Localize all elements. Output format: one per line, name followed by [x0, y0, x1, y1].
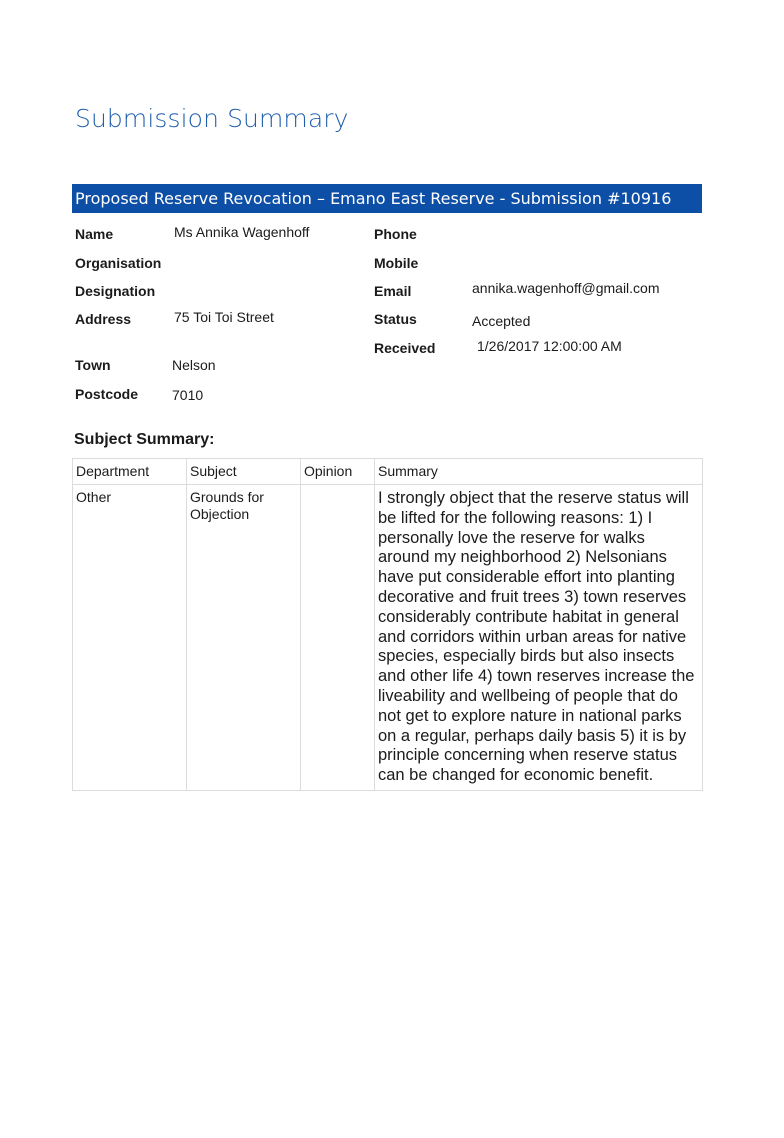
mobile-label: Mobile — [374, 255, 419, 271]
column-header-summary: Summary — [375, 459, 703, 485]
postcode-label: Postcode — [75, 386, 139, 402]
address-value: 75 Toi Toi Street — [174, 309, 274, 325]
table-row — [73, 485, 703, 791]
postcode-value: 7010 — [172, 387, 204, 403]
cell-summary: I strongly object that the reserve status will be lifted for the following reasons: 1) I personally love the reserve for walks around my neighborhood 2) Nelsonians have put considerable effort into planting decorative and fruit trees 3) town reserves considerably contribute habitat in general and corridors within urban areas for native species, especially birds but also insects and other life 4) town reserves increase the liveability and wellbeing of people that do not get to explore nature in national parks on a regular, perhaps daily basis 5) it is by principle concerning when reserve status can be changed for economic benefit. — [375, 485, 703, 791]
received-value: 1/26/2017 12:00:00 AM — [477, 338, 622, 354]
subject-summary-table — [72, 458, 703, 791]
cell-opinion — [301, 485, 375, 791]
email-label: Email — [374, 283, 412, 299]
address-label: Address — [75, 311, 132, 327]
column-header-opinion: Opinion — [301, 459, 375, 485]
name-label: Name — [75, 226, 114, 242]
status-value: Accepted — [472, 313, 531, 329]
status-label: Status — [374, 311, 417, 327]
designation-label: Designation — [75, 283, 156, 299]
phone-label: Phone — [374, 226, 417, 242]
cell-subject: Grounds for Objection — [187, 485, 301, 791]
town-value: Nelson — [172, 357, 216, 373]
cell-department: Other — [73, 485, 187, 791]
column-header-subject: Subject — [187, 459, 301, 485]
subject-summary-heading: Subject Summary: — [74, 431, 215, 448]
submission-banner: Proposed Reserve Revocation – Emano East Reserve - Submission #10916 — [72, 184, 702, 213]
organisation-label: Organisation — [75, 255, 162, 271]
column-header-department: Department — [73, 459, 187, 485]
received-label: Received — [374, 340, 436, 356]
email-value: annika.wagenhoff@gmail.com — [472, 280, 660, 296]
town-label: Town — [75, 357, 111, 373]
table-header-row — [73, 459, 703, 485]
name-value: Ms Annika Wagenhoff — [174, 224, 310, 240]
page-title: Submission Summary — [75, 104, 349, 133]
